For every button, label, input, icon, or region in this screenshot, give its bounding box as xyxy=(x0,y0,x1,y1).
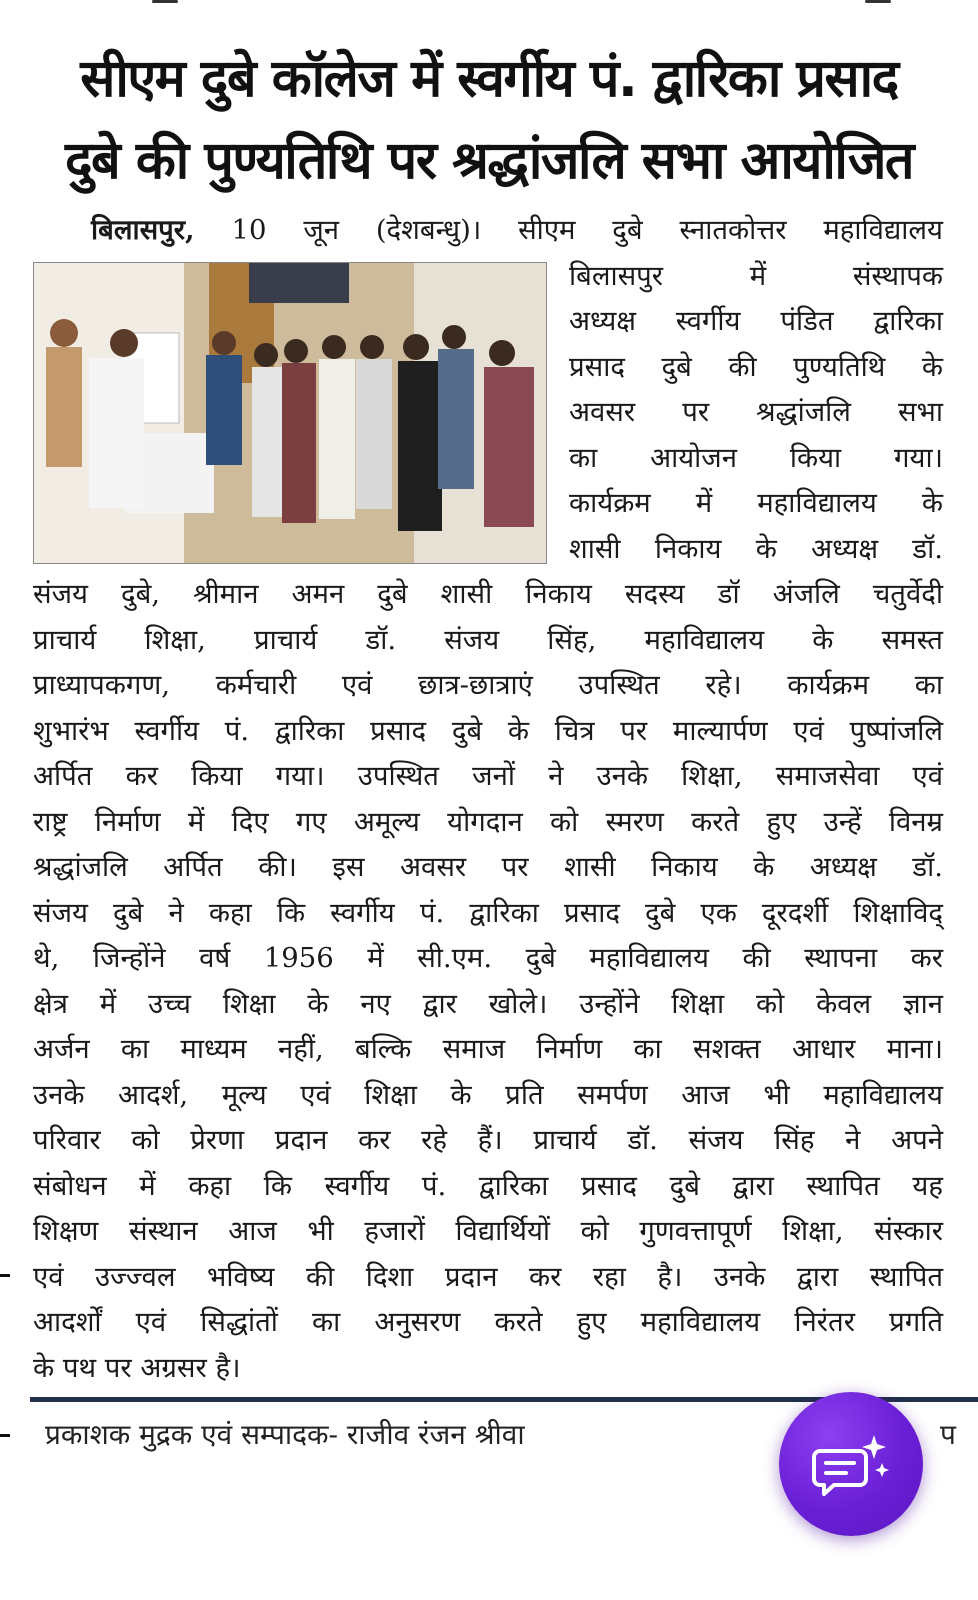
body-line: शुभारंभ स्वर्गीय पं. द्वारिका प्रसाद दुबे के चित्र पर माल्यार्पण एवं पुष्पांजलि xyxy=(33,714,943,747)
body-line: श्रद्धांजलि अर्पित की। इस अवसर पर शासी निकाय के अध्यक्ष डॉ. xyxy=(33,851,943,883)
headline-line-1: सीएम दुबे कॉलेज में स्वर्गीय पं. द्वारिका प्रसाद xyxy=(80,49,898,109)
headline xyxy=(36,38,942,202)
ai-chat-sparkle-icon xyxy=(810,1429,892,1499)
article-paragraph xyxy=(33,572,943,1391)
photo-illustration xyxy=(34,263,546,563)
edge-mark xyxy=(0,1434,10,1437)
dateline-text: 10 जून (देशबन्धु)। सीएम दुबे स्नातकोत्तर महाविद्यालय xyxy=(194,214,943,246)
side-line: अवसर पर श्रद्धांजलि सभा xyxy=(569,396,943,428)
body-line: संजय दुबे ने कहा कि स्वर्गीय पं. द्वारिका प्रसाद दुबे एक दूरदर्शी शिक्षाविद् xyxy=(33,896,943,929)
dateline xyxy=(33,208,943,254)
body-line: प्राचार्य शिक्षा, प्राचार्य डॉ. संजय सिंह, महाविद्यालय के समस्त xyxy=(33,623,943,656)
body-line: अर्जन का माध्यम नहीं, बल्कि समाज निर्माण का सशक्त आधार माना। xyxy=(33,1033,943,1065)
body-line: एवं उज्ज्वल भविष्य की दिशा प्रदान कर रहा है। उनके द्वारा स्थापित xyxy=(33,1260,943,1293)
dateline-place: बिलासपुर, xyxy=(91,214,195,246)
publisher-tail: प xyxy=(940,1418,956,1451)
top-edge-marks xyxy=(0,0,978,20)
body-line: शिक्षण संस्थान आज भी हजारों विद्यार्थियों को गुणवत्तापूर्ण शिक्षा, संस्कार xyxy=(33,1215,943,1247)
body-line: प्राध्यापकगण, कर्मचारी एवं छात्र-छात्राएं उपस्थित रहे। कार्यक्रम का xyxy=(33,669,943,701)
body-line: संजय दुबे, श्रीमान अमन दुबे शासी निकाय सदस्य डॉ अंजलि चतुर्वेदी xyxy=(33,578,943,610)
side-line: प्रसाद दुबे की पुण्यतिथि के xyxy=(569,350,943,383)
body-line: उनके आदर्श, मूल्य एवं शिक्षा के प्रति समर्पण आज भी महाविद्यालय xyxy=(33,1078,943,1111)
body-line: अर्पित कर किया गया। उपस्थित जनों ने उनके शिक्षा, समाजसेवा एवं xyxy=(33,760,943,792)
body-line: संबोधन में कहा कि स्वर्गीय पं. द्वारिका प्रसाद दुबे द्वारा स्थापित यह xyxy=(33,1169,943,1202)
body-line: राष्ट्र निर्माण में दिए गए अमूल्य योगदान को स्मरण करते हुए उन्हें विनम्र xyxy=(33,805,943,838)
side-line: अध्यक्ष स्वर्गीय पंडित द्वारिका xyxy=(569,305,943,337)
side-line: कार्यक्रम में महाविद्यालय के xyxy=(569,487,943,519)
edge-mark xyxy=(152,0,178,3)
article-body xyxy=(33,208,943,1391)
publisher-text: प्रकाशक मुद्रक एवं सम्पादक- राजीव रंजन श्रीवा xyxy=(45,1418,525,1451)
edge-mark xyxy=(865,0,891,3)
body-line: थे, जिन्होंने वर्ष 1956 में सी.एम. दुबे महाविद्यालय की स्थापना कर xyxy=(33,942,943,974)
side-line: बिलासपुर में संस्थापक xyxy=(569,259,943,292)
ai-assistant-button[interactable] xyxy=(779,1392,923,1536)
event-photo xyxy=(33,262,547,564)
body-line: परिवार को प्रेरणा प्रदान कर रहे हैं। प्राचार्य डॉ. संजय सिंह ने अपने xyxy=(33,1124,943,1156)
body-line: आदर्शों एवं सिद्धांतों का अनुसरण करते हुए महाविद्यालय निरंतर प्रगति xyxy=(33,1306,943,1338)
headline-line-2: दुबे की पुण्यतिथि पर श्रद्धांजलि सभा आयोजित xyxy=(64,131,914,191)
side-line: शासी निकाय के अध्यक्ष डॉ. xyxy=(569,532,943,565)
edge-mark xyxy=(0,1274,10,1277)
body-line: के पथ पर अग्रसर है। xyxy=(33,1351,241,1384)
side-line: का आयोजन किया गया। xyxy=(569,441,943,474)
body-line: क्षेत्र में उच्च शिक्षा के नए द्वार खोले। उन्होंने शिक्षा को केवल ज्ञान xyxy=(33,987,943,1020)
